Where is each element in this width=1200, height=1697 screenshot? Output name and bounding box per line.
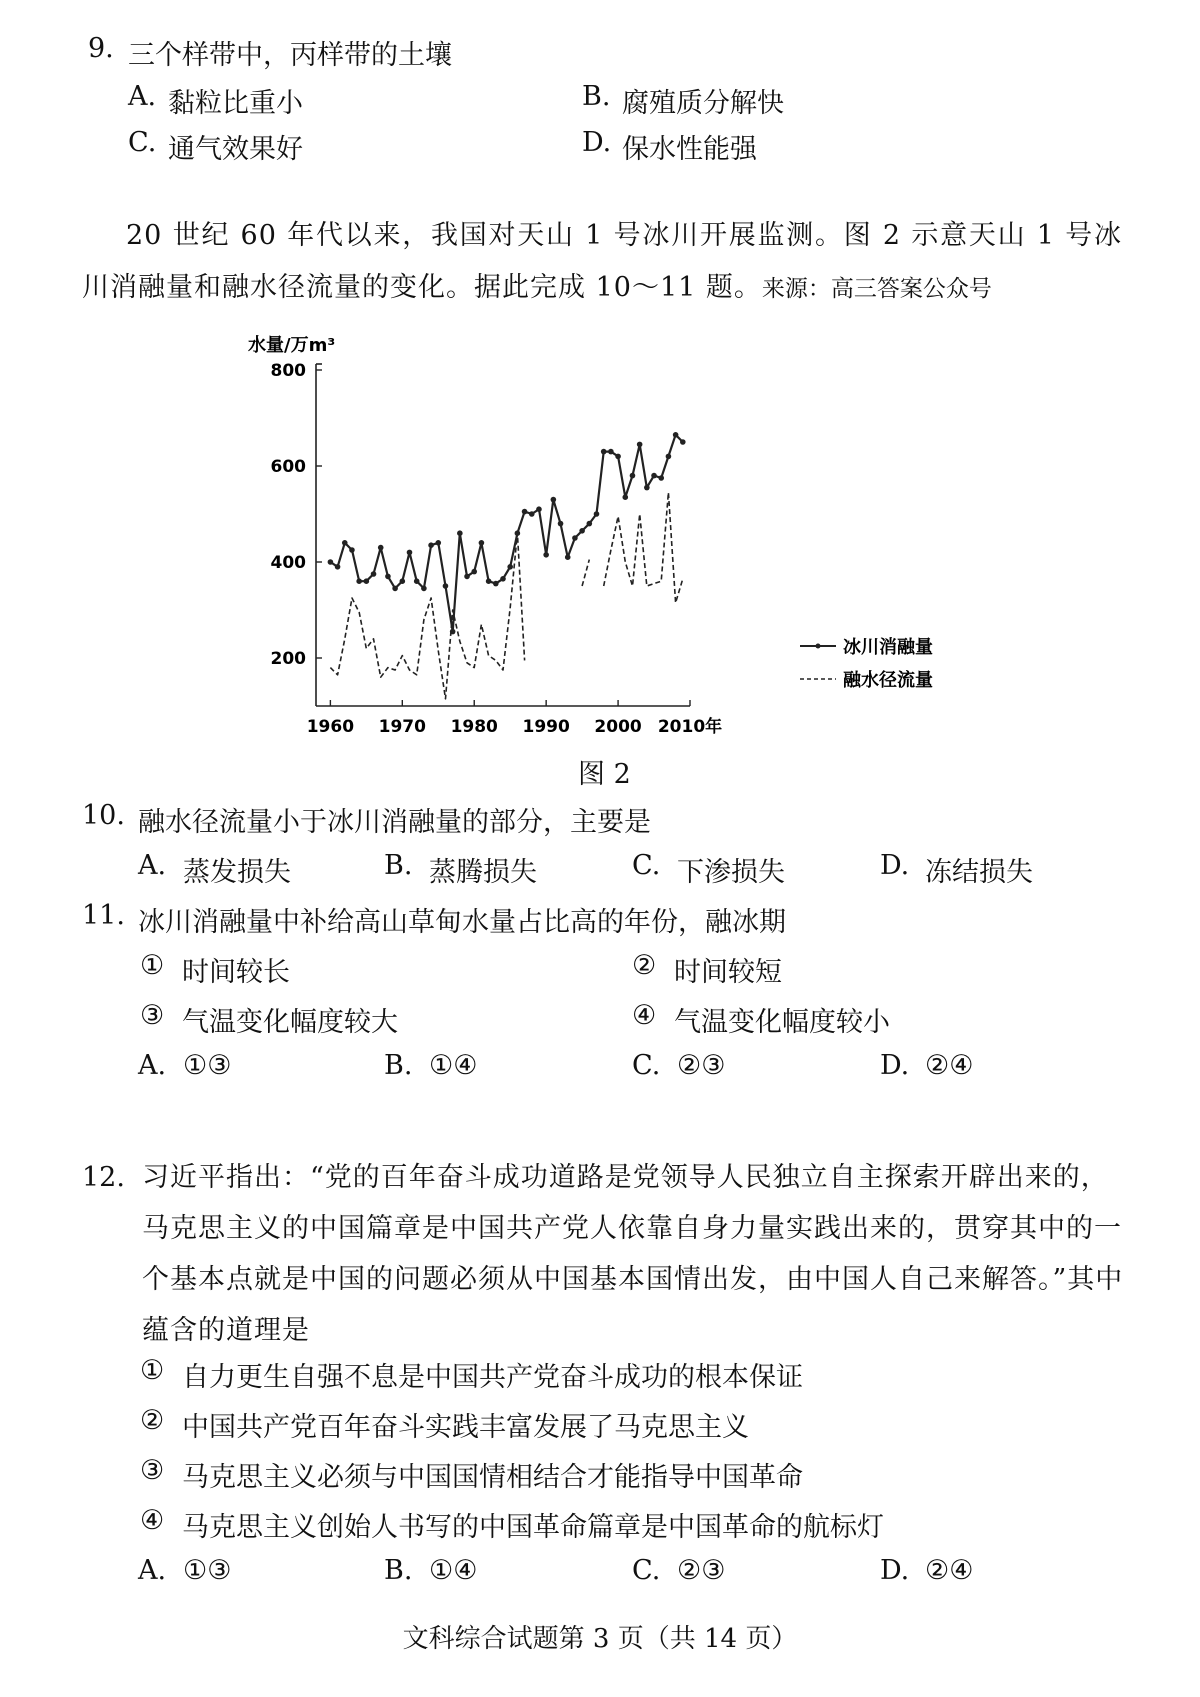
item-mark: ① <box>140 1355 165 1386</box>
melt-point <box>587 521 593 527</box>
melt-point <box>500 576 506 582</box>
melt-point <box>371 571 377 577</box>
option-text: 下渗损失 <box>677 857 785 888</box>
melt-point <box>601 449 607 455</box>
option-letter: A. <box>138 850 167 881</box>
legend-label-runoff: 融水径流量 <box>843 670 933 691</box>
melt-point <box>400 578 406 584</box>
melt-point <box>414 578 420 584</box>
melt-point <box>479 540 485 546</box>
question-number: 9. <box>88 33 114 64</box>
x-tick-label: 2010年 <box>657 717 723 737</box>
x-tick-label: 1960 <box>306 717 355 737</box>
option-letter: C. <box>632 1050 661 1081</box>
axes <box>316 364 690 706</box>
option-letter: C. <box>632 1555 661 1586</box>
option-letter: D. <box>582 127 612 158</box>
y-tick-label: 200 <box>270 649 306 669</box>
melt-point <box>594 511 600 517</box>
option-text: 通气效果好 <box>168 134 303 165</box>
option-text: ①④ <box>429 1555 478 1586</box>
y-axis-label: 水量/万m³ <box>248 335 336 356</box>
option-text: 蒸腾损失 <box>429 857 537 888</box>
question-stem: 融水径流量小于冰川消融量的部分，主要是 <box>138 807 651 838</box>
melt-point <box>421 586 427 592</box>
option-letter: B. <box>582 81 611 112</box>
series-points <box>328 432 686 634</box>
option-text: ②③ <box>677 1050 726 1081</box>
option-letter: D. <box>880 850 910 881</box>
y-ticks <box>271 361 323 669</box>
melt-point <box>450 629 456 635</box>
option-letter: A. <box>138 1555 167 1586</box>
option-text: ①④ <box>429 1050 478 1081</box>
figure-caption: 图 2 <box>578 759 631 790</box>
chart <box>0 0 1200 780</box>
melt-point <box>680 439 686 445</box>
melt-point <box>428 542 434 548</box>
item-text: 时间较短 <box>674 957 782 988</box>
melt-point <box>342 540 348 546</box>
intro-text: 20 世纪 60 年代以来，我国对天山 1 号冰川开展监测。图 2 示意天山 1 号冰川消融量和融水径流量的变化。据此完成 10～11 题。 <box>82 220 1122 303</box>
item-mark: ③ <box>140 1000 165 1031</box>
item-mark: ② <box>632 950 657 981</box>
y-tick-label: 800 <box>270 361 306 381</box>
melt-point <box>335 564 341 570</box>
melt-point <box>543 552 549 558</box>
runoff-line <box>604 492 683 602</box>
runoff-line <box>582 560 589 586</box>
page-footer: 文科综合试题第 3 页（共 14 页） <box>402 1624 798 1654</box>
item-mark: ④ <box>632 1000 657 1031</box>
melt-point <box>529 511 535 517</box>
melt-point <box>407 550 413 556</box>
melt-point <box>622 494 628 500</box>
option-text: ①③ <box>183 1555 232 1586</box>
option-text: ②④ <box>925 1555 974 1586</box>
option-letter: B. <box>384 1555 413 1586</box>
item-text: 气温变化幅度较小 <box>674 1007 890 1038</box>
option-text: ②④ <box>925 1050 974 1081</box>
question-stem: 冰川消融量中补给高山草甸水量占比高的年份，融冰期 <box>138 907 786 938</box>
melt-point <box>551 497 557 503</box>
melt-point <box>507 564 513 570</box>
item-text: 中国共产党百年奋斗实践丰富发展了马克思主义 <box>182 1412 749 1443</box>
option-letter: C. <box>632 850 661 881</box>
melt-point <box>328 559 334 565</box>
melt-point <box>435 540 441 546</box>
melt-point <box>493 581 499 587</box>
legend-marker <box>816 644 821 649</box>
option-letter: D. <box>880 1050 910 1081</box>
option-letter: C. <box>128 127 157 158</box>
option-text: 蒸发损失 <box>183 857 291 888</box>
item-mark: ④ <box>140 1505 165 1536</box>
question-stem: 习近平指出：“党的百年奋斗成功道路是党领导人民独立自主探索开辟出来的，马克思主义的中国篇章是中国共产党人依靠自身力量实践出来的，贯穿其中的一个基本点就是中国的问题必须从中国基本国情出发，由中国人自己来解答。”其中蕴含的道理是 <box>142 1162 1124 1346</box>
melt-point <box>651 473 657 479</box>
question-number: 10. <box>82 800 125 831</box>
option-letter: B. <box>384 850 413 881</box>
melt-point <box>666 454 672 460</box>
x-tick-label: 1990 <box>522 717 570 737</box>
option-text: ②③ <box>677 1555 726 1586</box>
legend-label-melt: 冰川消融量 <box>843 637 933 658</box>
option-text: 腐殖质分解快 <box>622 88 784 119</box>
item-text: 自力更生自强不息是中国共产党奋斗成功的根本保证 <box>182 1362 803 1393</box>
option-letter: A. <box>138 1050 167 1081</box>
x-tick-label: 1980 <box>450 717 498 737</box>
question-number: 11. <box>82 900 125 931</box>
option-text: 保水性能强 <box>622 134 757 165</box>
melt-point <box>644 485 650 491</box>
melt-point <box>637 442 643 448</box>
melt-point <box>464 574 470 580</box>
option-letter: A. <box>128 81 157 112</box>
melt-point <box>385 574 391 580</box>
melt-point <box>364 578 370 584</box>
item-text: 气温变化幅度较大 <box>182 1007 398 1038</box>
melt-point <box>615 454 621 460</box>
melt-point <box>356 578 362 584</box>
melt-point <box>558 521 564 527</box>
melt-point <box>392 586 398 592</box>
melt-point <box>457 530 463 536</box>
y-tick-label: 600 <box>270 457 306 477</box>
melt-point <box>572 535 578 541</box>
melt-point <box>579 528 585 534</box>
x-tick-label: 1970 <box>378 717 426 737</box>
item-mark: ② <box>140 1405 165 1436</box>
melt-point <box>443 583 449 589</box>
question-stem: 三个样带中，丙样带的土壤 <box>128 40 452 71</box>
melt-point <box>486 578 492 584</box>
melt-point <box>608 449 614 455</box>
melt-point <box>565 554 571 560</box>
melt-point <box>378 545 384 551</box>
y-tick-label: 400 <box>270 553 306 573</box>
x-tick-label: 2000 <box>594 717 642 737</box>
legend <box>800 636 933 691</box>
melt-point <box>630 473 636 479</box>
runoff-line <box>330 533 524 699</box>
option-text: 黏粒比重小 <box>168 88 303 119</box>
melt-point <box>471 569 477 575</box>
option-text: ①③ <box>183 1050 232 1081</box>
melt-point <box>349 547 355 553</box>
item-text: 马克思主义必须与中国国情相结合才能指导中国革命 <box>182 1462 803 1493</box>
option-letter: B. <box>384 1050 413 1081</box>
item-mark: ③ <box>140 1455 165 1486</box>
melt-point <box>522 509 528 515</box>
item-mark: ① <box>140 950 165 981</box>
item-text: 马克思主义创始人书写的中国革命篇章是中国革命的航标灯 <box>182 1512 884 1543</box>
item-text: 时间较长 <box>182 957 290 988</box>
melt-point <box>515 530 521 536</box>
melt-line <box>330 435 682 632</box>
source-note: 来源：高三答案公众号 <box>761 276 992 302</box>
melt-point <box>658 475 664 481</box>
question-number: 12. <box>82 1162 125 1193</box>
option-letter: D. <box>880 1555 910 1586</box>
option-text: 冻结损失 <box>925 857 1033 888</box>
melt-point <box>536 506 542 512</box>
melt-point <box>673 432 679 438</box>
